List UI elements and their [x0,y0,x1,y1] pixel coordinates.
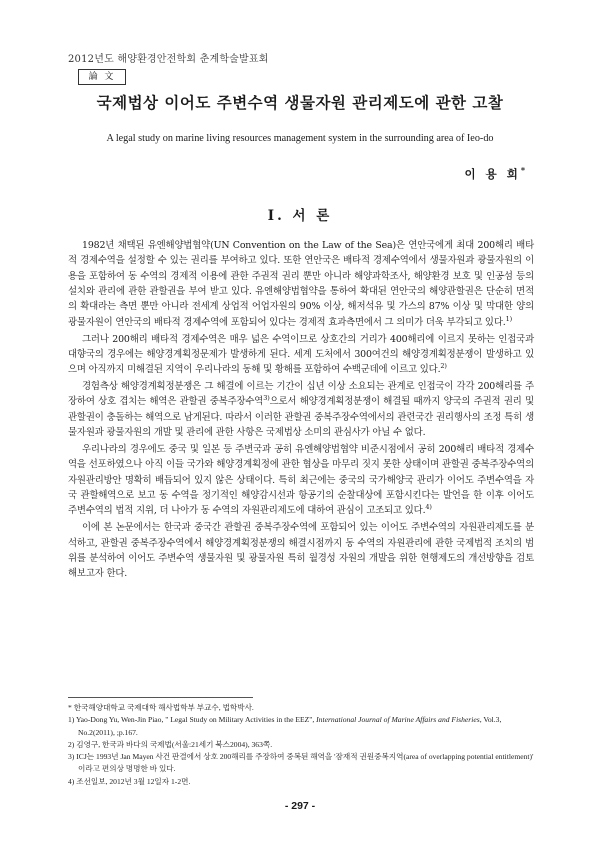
footnote: 1) Yao-Dong Yu, Wen-Jin Piao, " Legal Study on Military Activities in the EEZ", International Journal of Marine Affairs and Fisheries, Vol.3, No.2(2011), ;p.167. [68,715,502,737]
body-text [68,238,534,582]
author-footnote-mark: * [520,165,525,175]
paragraph: 그러나 200해리 배타적 경제수역은 매우 넓은 수역이므로 상호간의 거리가 400해리에 이르지 못하는 인접국과 대향국의 경우에는 해양경계획정문제가 발생하게 된다. 세계 도처에서 300여건의 해양경계획정분쟁이 발생하고 있으며 아직까지 미해결된 지역이 우리나라의 동해 및 황해를 포함하여 수백군데에 이르고 있다.$^{2)}$ [68,333,534,376]
footnote-ref: 4) [425,503,432,512]
section-heading: Ⅰ. 서 론 [267,208,333,224]
footnotes [68,702,534,788]
paper-title-korean: 국제법상 이어도 주변수역 생물자원 관리제도에 관한 고찰 [96,93,504,112]
footnote: 4) 조선일보, 2012년 3월 12일자 1-2면. [68,776,191,786]
author-name: 이 용 희 [464,166,521,181]
footnote-divider [68,697,253,698]
paragraph: 1982년 채택된 유엔해양법협약(UN Convention on the Law of the Sea)은 연안국에게 최대 200해리 배타적 경제수역을 설정할 수 있는 권리를 부여하고 있다. 또한 연안국은 배타적 경제수역에서 생물자원과 광물자원의 이용을 포함하여 동 수역의 경제적 이용에 관한 주권적 권리 뿐만 아니라 해양과학조사, 해양환경 보호 및 인공섬 등의 설치와 관리에 관한 관할권을 부여 받고 있다. 유엔해양법협약을 통하여 확대된 연안국의 해양관할권은 단순히 면적의 확대라는 측면 뿐만 아니라 전세계 상업적 어업자원의 90% 이상, 해저석유 및 가스의 87% 이상 및 막대한 양의 광물자원이 연안국의 배타적 경제수역에 포함되어 있다는 경제적 효과측면에서 그 의미가 더욱 부각되고 있다.$^{1)}$ [68,240,534,328]
article-type-badge: 論 文 [78,69,126,85]
page-number: - 297 - [284,800,316,812]
footnote: 3) ICJ는 1993년 Jan Mayen 사건 판결에서 상호 200해리를 주장하여 중복된 해역을 '잠재적 권원중복지역(area of overlapping potential entitlement)' 이라고 편의상 명명한 바 있다. [68,752,534,774]
footnote-ref: 2) [440,362,447,371]
footnote: * 한국해양대학교 국제대학 해사법학부 부교수, 법학박사. [68,703,254,712]
paragraph: 우리나라의 경우에도 중국 및 일본 등 주변국과 공히 유엔해양법협약 비준시점에서 공히 200해리 배타적 경제수역을 선포하였으나 아직 이들 국가와 해양경계획정에 관한 협상을 마무리 짓지 못한 상태이며 관할권 중복주장수역의 자원관리방안 명확히 배듭되어 있지 않은 상태이다. 특히 최근에는 중국의 국가해양국 관리가 이어도 주변수역을 자국 관할해역으로 보고 동 수역을 정기적인 해양감시선과 항공기의 순찰대상에 포함시킨다는 발언을 한 이후 이어도 주변수역의 법적 지위, 더 나아가 동 수역의 자원관리제도에 대하여 관심이 고조되고 있다.$^{4)}$ [68,443,535,517]
footnote: 2) 김영구, 한국과 바다의 국제법(서울:21세기 북스2004), 363쪽. [68,739,273,749]
paragraph: 경험측상 해양경계획정분쟁은 그 해결에 이르는 기간이 십년 이상 소요되는 관계로 인접국이 각각 200해리를 주장하여 상호 겹치는 해역은 관할권 중복주장수역$^{3)}$으로서 해양경계획정분쟁이 해결될 때까지 양국의 주권적 권리 및 관할권이 충돌하는 해역으로 남게된다. 따라서 이러한 관할권 중복주장수역에서의 관련국간 권리행사의 조정 특히 생물자원과 광물자원의 개발 및 관리에 관한 사항은 국제법상 소미의 관심사가 아닐 수 없다. [68,381,534,439]
running-header: 2012년도 해양환경안전학회 춘계학술발표회 [68,54,269,65]
footnote-ref: 1) [505,314,512,323]
footnote-ref: 3) [263,394,270,403]
paper-title-english: A legal study on marine living resources management system in the surrounding area of Ieo-do [106,133,494,144]
paragraph: 이에 본 논문에서는 한국과 중국간 관할권 중복주장수역에 포함되어 있는 이어도 주변수역의 자원관리제도를 분석하고, 관할권 중복주장수역에서 해양경계획정분쟁의 해결시점까지 동 수역의 자원관리에 관한 국제법적 조치의 범위를 분석하여 이어도 주변수역 생물자원 및 광물자원 특히 월경성 자원의 개발을 위한 현행제도의 개선방향을 검토해보고자 한다. [68,522,534,580]
author-byline [464,165,525,182]
